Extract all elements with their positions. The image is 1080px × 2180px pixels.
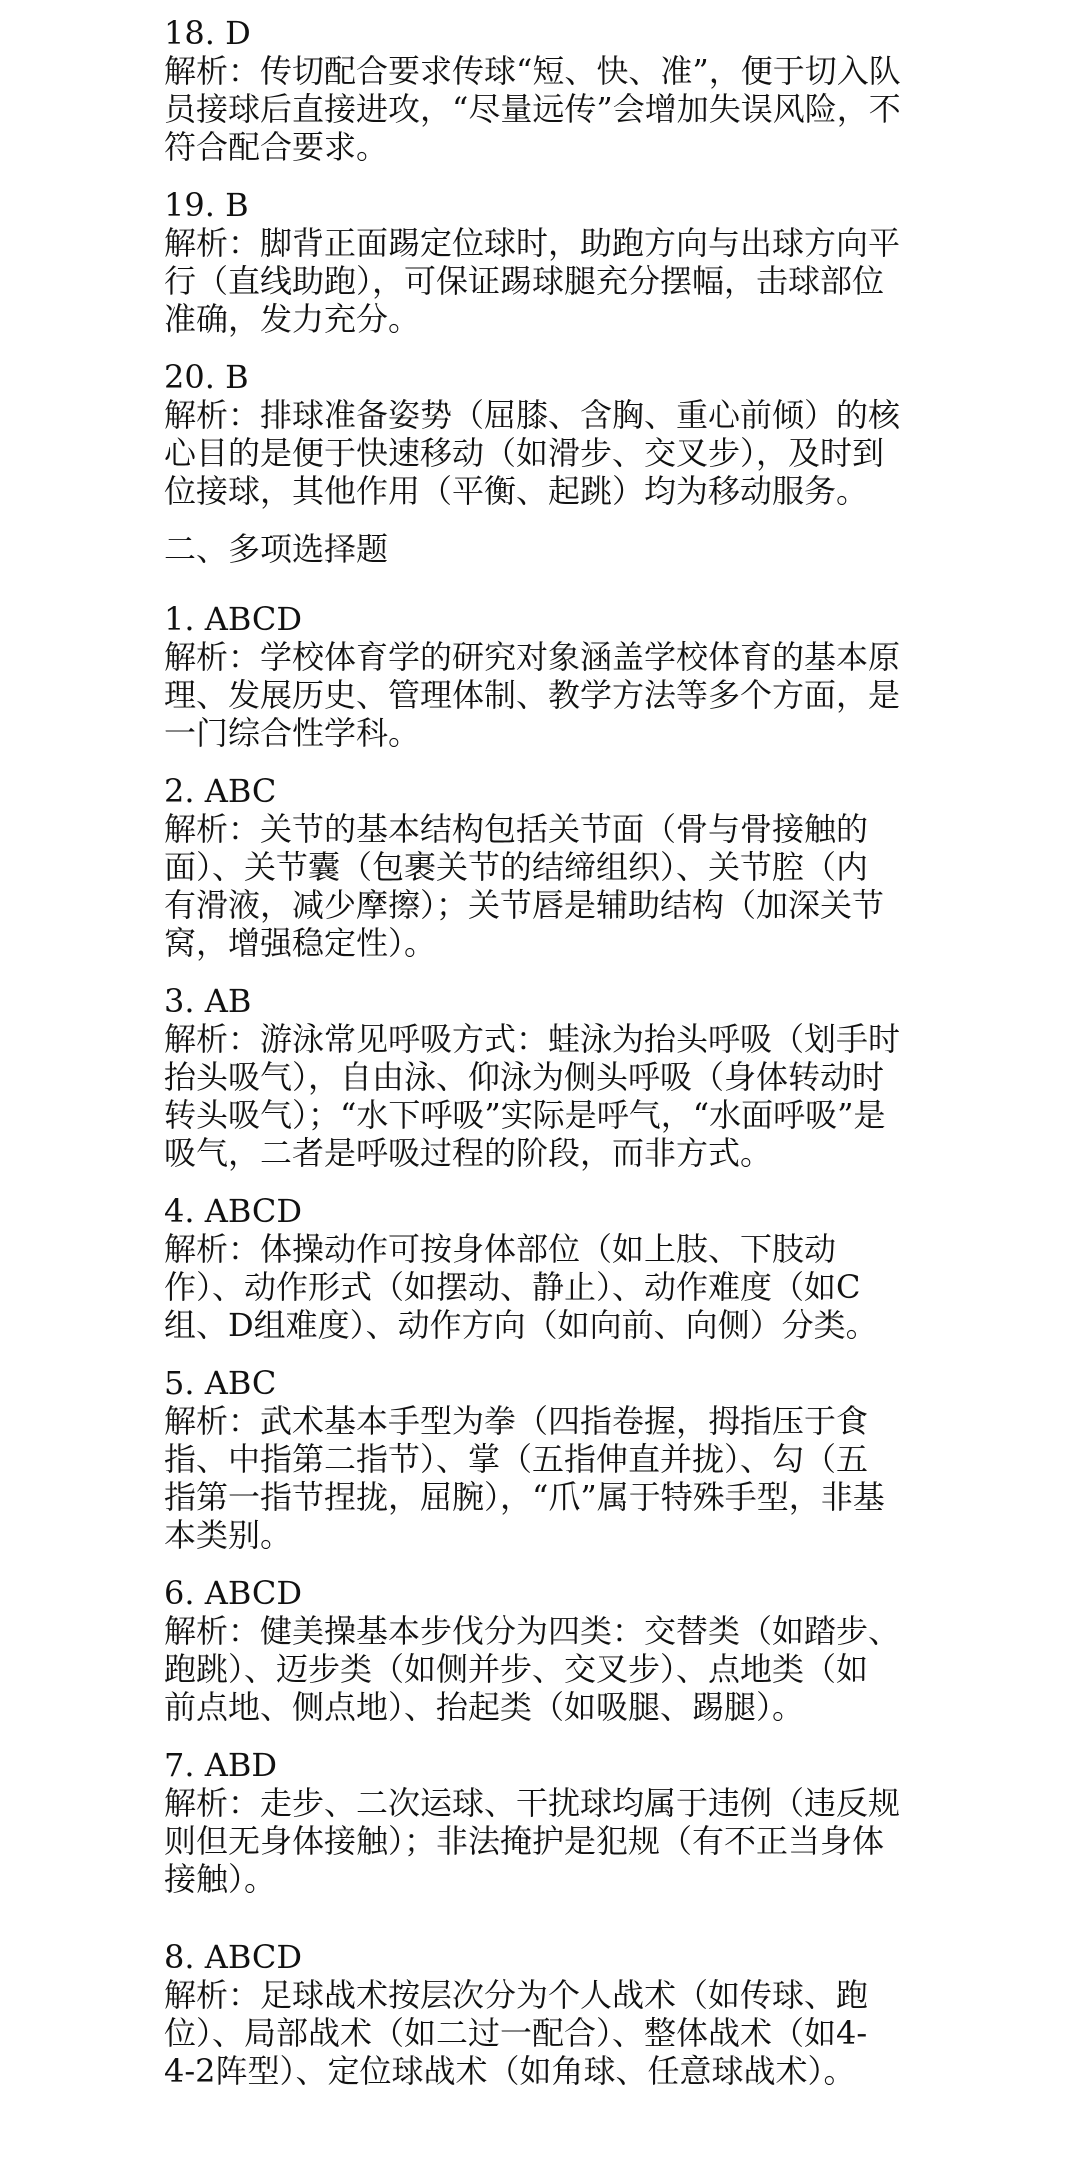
explanation-line: 准确，发力充分。 [164, 300, 421, 338]
multi-answer-block-2 [164, 772, 924, 962]
explanation-line: 有滑液，减少摩擦）；关节唇是辅助结构（加深关节 [164, 886, 885, 924]
explanation-line: 解析：武术基本手型为拳（四指卷握，拇指压于食 [164, 1402, 869, 1440]
explanation-line: 解析：走步、二次运球、干扰球均属于违例（违反规 [164, 1784, 901, 1822]
multi-answer-block-8 [164, 1938, 924, 2090]
answer-key: 7. ABD [164, 1746, 277, 1784]
section-title: 二、多项选择题 [164, 530, 389, 568]
explanation-line: 作）、动作形式（如摆动、静止）、动作难度（如C [164, 1268, 861, 1306]
explanation-line: 一门综合性学科。 [164, 714, 421, 752]
answer-block-19 [164, 186, 924, 338]
explanation-line: 解析：传切配合要求传球“短、快、准”，便于切入队 [164, 52, 901, 90]
explanation-line: 转头吸气）；“水下呼吸”实际是呼气，“水面呼吸”是 [164, 1096, 886, 1134]
answer-key: 20. B [164, 358, 249, 396]
explanation-line: 则但无身体接触）；非法掩护是犯规（有不正当身体 [164, 1822, 885, 1860]
explanation-line: 位）、局部战术（如二过一配合）、整体战术（如4- [164, 2014, 868, 2052]
answer-key: 19. B [164, 186, 249, 224]
explanation-line: 解析：关节的基本结构包括关节面（骨与骨接触的 [164, 810, 869, 848]
answer-block-20 [164, 358, 924, 510]
explanation-line: 解析：学校体育学的研究对象涵盖学校体育的基本原 [164, 638, 901, 676]
explanation-line: 前点地、侧点地）、抬起类（如吸腿、踢腿）。 [164, 1688, 805, 1726]
explanation-line: 本类别。 [164, 1516, 293, 1554]
explanation-line: 解析：健美操基本步伐分为四类：交替类（如踏步、 [164, 1612, 901, 1650]
explanation-line: 跑跳）、迈步类（如侧并步、交叉步）、点地类（如 [164, 1650, 869, 1688]
answer-key: 4. ABCD [164, 1192, 303, 1230]
explanation-line: 符合配合要求。 [164, 128, 389, 166]
explanation-line: 行（直线助跑），可保证踢球腿充分摆幅，击球部位 [164, 262, 885, 300]
answer-key: 1. ABCD [164, 600, 303, 638]
explanation-line: 指、中指第二指节）、掌（五指伸直并拢）、勾（五 [164, 1440, 869, 1478]
explanation-line: 解析：脚背正面踢定位球时，助跑方向与出球方向平 [164, 224, 901, 262]
explanation-line: 理、发展历史、管理体制、教学方法等多个方面，是 [164, 676, 901, 714]
answer-block-18 [164, 14, 924, 166]
explanation-line: 窝，增强稳定性）。 [164, 924, 437, 962]
answer-key: 3. AB [164, 982, 252, 1020]
answer-key: 5. ABC [164, 1364, 277, 1402]
explanation-line: 抬头吸气），自由泳、仰泳为侧头呼吸（身体转动时 [164, 1058, 885, 1096]
answer-key: 6. ABCD [164, 1574, 303, 1612]
explanation-line: 组、D组难度）、动作方向（如向前、向侧）分类。 [164, 1306, 878, 1344]
multi-answer-block-7 [164, 1746, 924, 1898]
explanation-line: 位接球，其他作用（平衡、起跳）均为移动服务。 [164, 472, 869, 510]
answer-key: 8. ABCD [164, 1938, 303, 1976]
explanation-line: 解析：足球战术按层次分为个人战术（如传球、跑 [164, 1976, 869, 2014]
explanation-line: 心目的是便于快速移动（如滑步、交叉步），及时到 [164, 434, 885, 472]
multi-answer-block-3 [164, 982, 924, 1172]
multi-answer-block-4 [164, 1192, 924, 1344]
explanation-line: 员接球后直接进攻，“尽量远传”会增加失误风险，不 [164, 90, 901, 128]
answer-key: 2. ABC [164, 772, 277, 810]
answer-key: 18. D [164, 14, 251, 52]
multi-answer-block-6 [164, 1574, 924, 1726]
multi-answer-block-1 [164, 600, 924, 752]
explanation-line: 解析：体操动作可按身体部位（如上肢、下肢动 [164, 1230, 837, 1268]
explanation-line: 解析：游泳常见呼吸方式：蛙泳为抬头呼吸（划手时 [164, 1020, 901, 1058]
explanation-line: 指第一指节捏拢，屈腕），“爪”属于特殊手型，非基 [164, 1478, 885, 1516]
multi-answer-block-5 [164, 1364, 924, 1554]
explanation-line: 解析：排球准备姿势（屈膝、含胸、重心前倾）的核 [164, 396, 901, 434]
explanation-line: 吸气，二者是呼吸过程的阶段，而非方式。 [164, 1134, 773, 1172]
explanation-line: 面）、关节囊（包裹关节的结缔组织）、关节腔（内 [164, 848, 869, 886]
explanation-line: 接触）。 [164, 1860, 277, 1898]
explanation-line: 4-2阵型）、定位球战术（如角球、任意球战术）。 [164, 2052, 856, 2090]
answer-document [164, 14, 924, 2110]
